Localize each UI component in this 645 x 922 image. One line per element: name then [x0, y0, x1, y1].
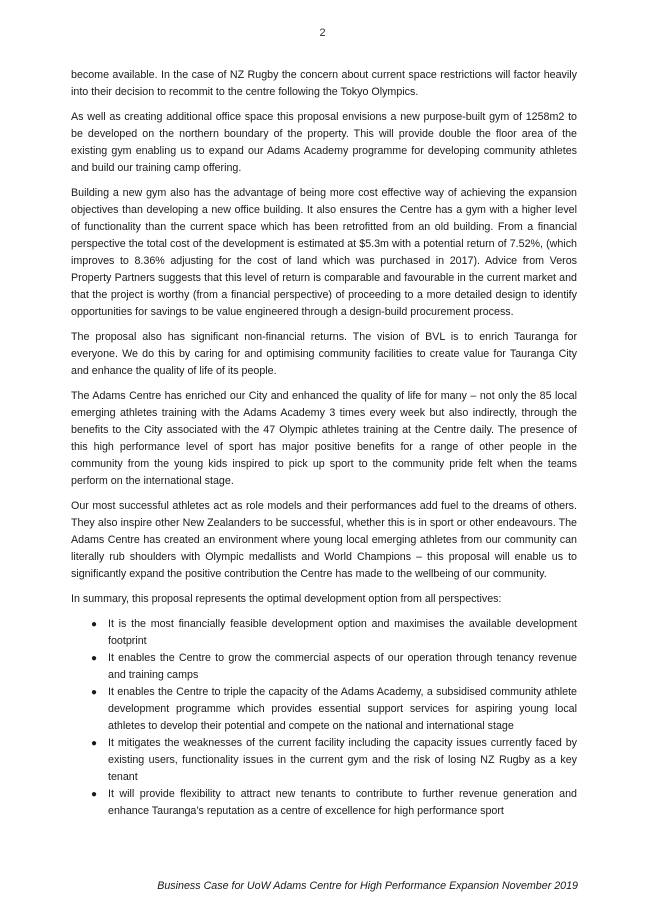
paragraph: As well as creating additional office space this proposal envisions a new purpose-built gym of 1258m2 to be developed on the northern boundary of the property. This will provide double the floor area of the existing gym enabling us to expand our Adams Academy programme for developing community athletes and build our training camp offering. — [71, 111, 577, 174]
bullet-text: It enables the Centre to triple the capacity of the Adams Academy, a subsidised community athlete development programme which provides essential support services for aspiring young local athletes to develop their potential and compete on the national and international stage — [108, 686, 577, 732]
bullet-icon: ● — [91, 653, 98, 664]
page-number: 2 — [319, 27, 326, 39]
bullet-icon: ● — [91, 789, 98, 800]
summary-bullet-list — [71, 616, 577, 820]
bullet-text: It will provide flexibility to attract new tenants to contribute to further revenue generation and enhance Tauranga’s reputation as a centre of excellence for high performance sport — [108, 788, 577, 817]
paragraph: become available. In the case of NZ Rugby the concern about current space restrictions will factor heavily into their decision to recommit to the centre following the Tokyo Olympics. — [71, 69, 577, 98]
paragraph: Our most successful athletes act as role models and their performances add fuel to the dreams of others. They also inspire other New Zealanders to be successful, whether this is in sport or other endeavours. The Adams Centre has created an environment where young local emerging athletes from our community can literally rub shoulders with Olympic medallists and World Champions – this proposal will enable us to significantly expand the positive contribution the Centre has made to the wellbeing of our community. — [71, 500, 577, 580]
bullet-item — [91, 735, 577, 786]
page-footer: Business Case for UoW Adams Centre for High Performance Expansion November 2019 — [157, 880, 578, 892]
paragraph: Building a new gym also has the advantage of being more cost effective way of achieving the expansion objectives than developing a new office building. It also ensures the Centre has a gym with a higher level of functionality than the current space which has been retrofitted from an old building. From a financial perspective the total cost of the development is estimated at $5.3m with a potential return of 7.52%, (which improves to 8.36% adjusting for the cost of land which was purchased in 2017). Advice from Veros Property Partners suggests that this level of return is comparable and favourable in the current market and that the project is worthy (from a financial perspective) of proceeding to a more detailed design to identify opportunities for savings to be value engineered through a design-build procurement process. — [71, 187, 577, 318]
bullet-text: It mitigates the weaknesses of the current facility including the capacity issues currently faced by existing users, functionality issues in the current gym and the risk of losing NZ Rugby as a key tenant — [108, 737, 577, 783]
bullet-icon: ● — [91, 738, 98, 749]
paragraph: In summary, this proposal represents the optimal development option from all perspectives: — [71, 593, 502, 605]
bullet-item — [91, 650, 577, 684]
bullet-item — [91, 616, 577, 650]
paragraph: The proposal also has significant non-financial returns. The vision of BVL is to enrich Tauranga for everyone. We do this by caring for and optimising community facilities to create value for Tauranga City and enhance the quality of life of its people. — [71, 331, 577, 377]
bullet-text: It is the most financially feasible development option and maximises the available development footprint — [108, 618, 577, 647]
bullet-item — [91, 786, 577, 820]
bullet-icon: ● — [91, 619, 98, 630]
bullet-icon: ● — [91, 687, 98, 698]
document-body — [71, 67, 577, 820]
paragraph: The Adams Centre has enriched our City and enhanced the quality of life for many – not only the 85 local emerging athletes training with the Adams Academy 3 times every week but also indirectly, through the benefits to the City associated with the 47 Olympic athletes training at the Centre daily. The presence of this high performance level of sport has major positive benefits for a range of other people in the community from the young kids inspired to pick up sport to the community pride felt when the teams perform on the international stage. — [71, 390, 577, 487]
bullet-item — [91, 684, 577, 735]
bullet-text: It enables the Centre to grow the commercial aspects of our operation through tenancy revenue and training camps — [108, 652, 577, 681]
